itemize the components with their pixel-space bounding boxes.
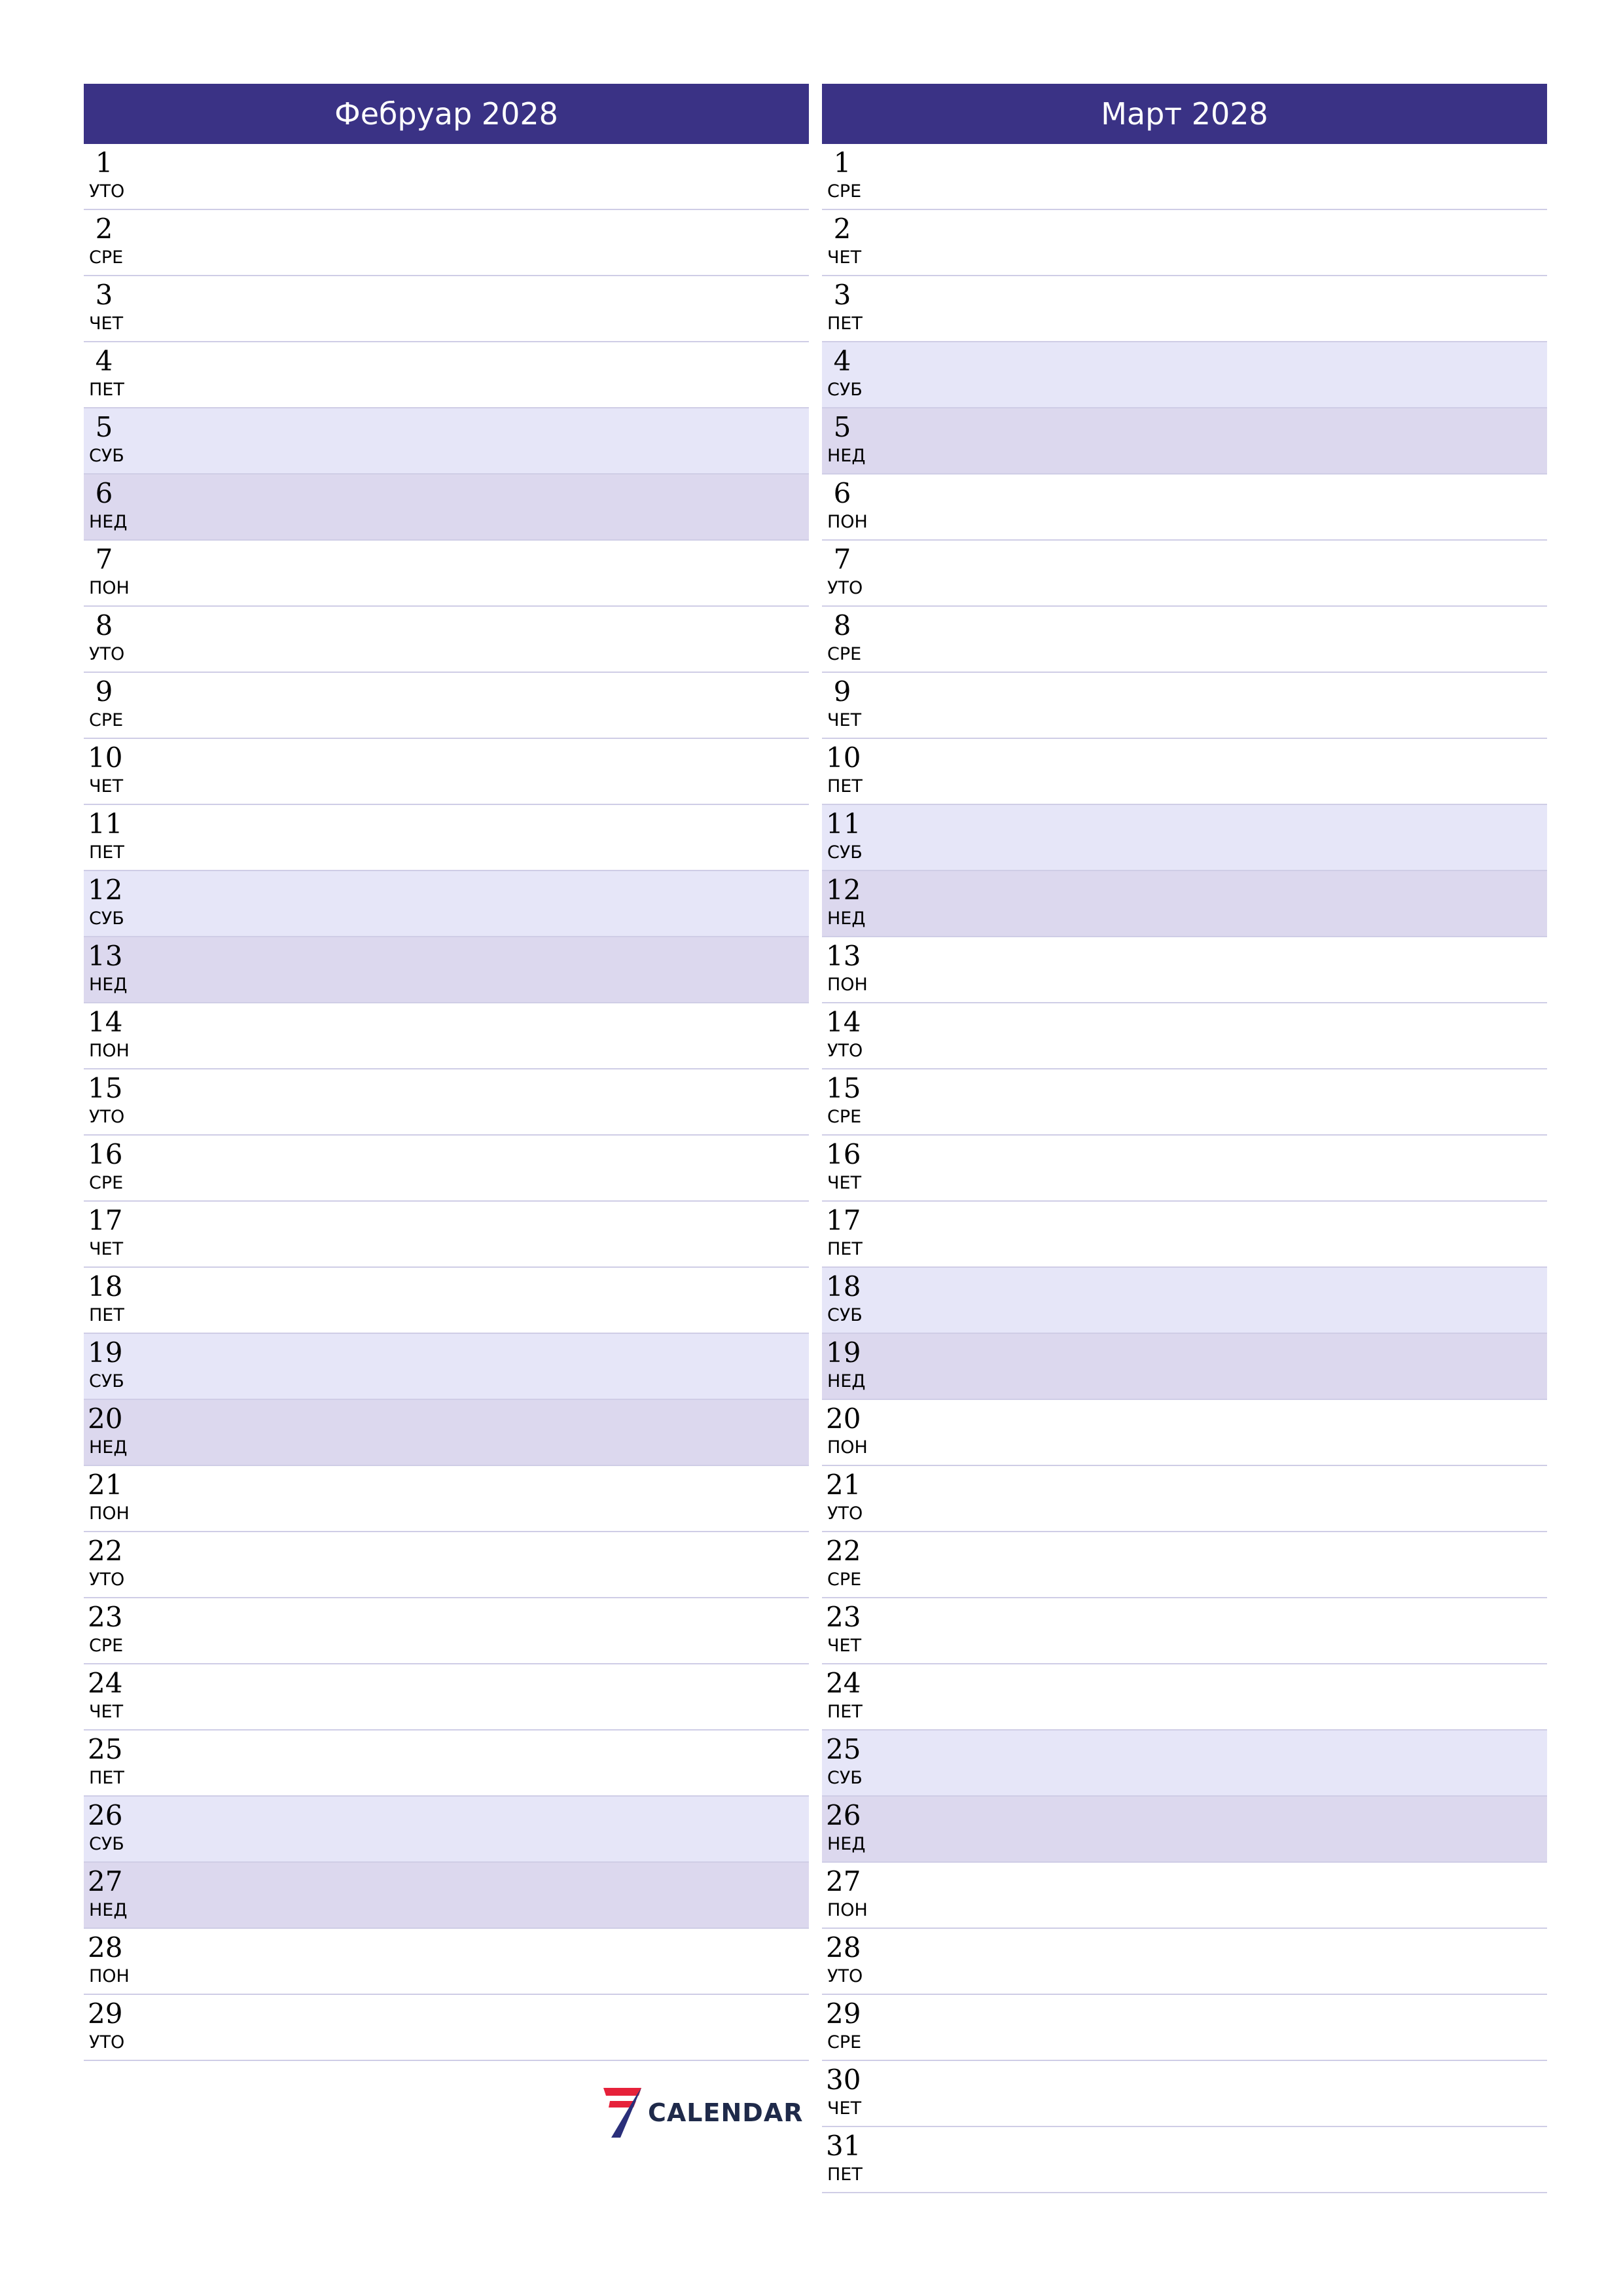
day-number: 8 xyxy=(95,609,113,641)
day-name: НЕД xyxy=(89,975,128,995)
day-number: 20 xyxy=(88,1403,123,1435)
day-number: 22 xyxy=(88,1535,123,1567)
day-row[interactable] xyxy=(84,342,809,408)
day-name: НЕД xyxy=(89,512,128,532)
month-march xyxy=(822,84,1547,2193)
day-number: 21 xyxy=(826,1469,861,1501)
day-name: ПОН xyxy=(827,975,868,995)
day-name: ПОН xyxy=(827,512,868,532)
day-row[interactable] xyxy=(822,1136,1547,1202)
day-row[interactable] xyxy=(84,541,809,607)
day-row[interactable] xyxy=(84,1466,809,1532)
day-name: СРЕ xyxy=(827,181,862,202)
day-row[interactable] xyxy=(84,408,809,475)
day-number: 16 xyxy=(826,1138,861,1170)
day-name: НЕД xyxy=(827,446,866,466)
day-row[interactable] xyxy=(84,1136,809,1202)
day-name: УТО xyxy=(89,2032,125,2053)
day-row[interactable] xyxy=(84,871,809,937)
day-row[interactable] xyxy=(84,673,809,739)
day-row[interactable] xyxy=(822,1268,1547,1334)
day-number: 9 xyxy=(95,675,113,708)
day-number: 2 xyxy=(833,213,851,245)
day-number: 20 xyxy=(826,1403,861,1435)
day-row[interactable] xyxy=(822,1202,1547,1268)
day-row[interactable] xyxy=(822,1334,1547,1400)
day-name: СРЕ xyxy=(89,1173,124,1193)
day-row[interactable] xyxy=(84,210,809,276)
day-row[interactable] xyxy=(84,805,809,871)
day-row[interactable] xyxy=(822,1664,1547,1731)
day-number: 24 xyxy=(826,1667,861,1699)
day-row[interactable] xyxy=(822,1598,1547,1664)
day-row[interactable] xyxy=(822,1929,1547,1995)
day-name: ПЕТ xyxy=(89,842,124,863)
day-number: 12 xyxy=(88,874,123,906)
day-number: 31 xyxy=(826,2130,861,2162)
day-number: 25 xyxy=(88,1733,123,1765)
day-row[interactable] xyxy=(84,1532,809,1598)
day-number: 12 xyxy=(826,874,861,906)
day-name: СРЕ xyxy=(89,247,124,268)
month-title: Фебруар 2028 xyxy=(84,84,809,144)
day-number: 14 xyxy=(88,1006,123,1038)
day-number: 13 xyxy=(88,940,123,972)
day-row[interactable] xyxy=(84,1731,809,1797)
day-row[interactable] xyxy=(822,739,1547,805)
day-row[interactable] xyxy=(822,342,1547,408)
day-row[interactable] xyxy=(822,607,1547,673)
day-row[interactable] xyxy=(822,1069,1547,1136)
day-name: СУБ xyxy=(89,1371,124,1391)
day-row[interactable] xyxy=(84,1334,809,1400)
day-name: СУБ xyxy=(89,908,124,929)
day-name: ПЕТ xyxy=(827,314,863,334)
day-name: СУБ xyxy=(89,446,124,466)
day-row[interactable] xyxy=(822,2127,1547,2193)
day-number: 1 xyxy=(95,147,113,179)
day-row[interactable] xyxy=(84,1598,809,1664)
day-name: УТО xyxy=(827,1503,863,1524)
day-name: ЧЕТ xyxy=(827,2098,862,2119)
day-number: 24 xyxy=(88,1667,123,1699)
day-row[interactable] xyxy=(84,1202,809,1268)
day-name: ЧЕТ xyxy=(89,314,124,334)
day-number: 7 xyxy=(95,543,113,575)
day-number: 5 xyxy=(833,411,851,443)
day-row[interactable] xyxy=(822,1466,1547,1532)
day-name: ПЕТ xyxy=(827,776,863,797)
day-number: 9 xyxy=(833,675,851,708)
day-number: 10 xyxy=(88,742,123,774)
day-row[interactable] xyxy=(822,1797,1547,1863)
day-number: 7 xyxy=(833,543,851,575)
seven-logo-icon xyxy=(601,2087,643,2139)
day-row[interactable] xyxy=(84,607,809,673)
day-row[interactable] xyxy=(84,1995,809,2061)
day-name: УТО xyxy=(89,1107,125,1127)
day-number: 3 xyxy=(95,279,113,311)
day-row[interactable] xyxy=(84,276,809,342)
day-name: ПЕТ xyxy=(827,1702,863,1722)
day-name: НЕД xyxy=(89,1437,128,1458)
day-row[interactable] xyxy=(84,1400,809,1466)
day-number: 23 xyxy=(88,1601,123,1633)
day-number: 8 xyxy=(833,609,851,641)
day-name: СРЕ xyxy=(827,1570,862,1590)
day-number: 5 xyxy=(95,411,113,443)
day-row[interactable] xyxy=(822,805,1547,871)
day-name: НЕД xyxy=(827,1371,866,1391)
day-name: ПОН xyxy=(89,1503,130,1524)
day-name: ПОН xyxy=(89,578,130,598)
day-number: 14 xyxy=(826,1006,861,1038)
day-row[interactable] xyxy=(822,408,1547,475)
day-number: 4 xyxy=(95,345,113,377)
day-row[interactable] xyxy=(84,937,809,1003)
day-name: УТО xyxy=(827,1041,863,1061)
day-number: 22 xyxy=(826,1535,861,1567)
day-name: ПЕТ xyxy=(89,1768,124,1788)
day-name: СУБ xyxy=(827,1768,863,1788)
day-number: 27 xyxy=(826,1865,861,1897)
day-name: СРЕ xyxy=(89,1636,124,1656)
day-row[interactable] xyxy=(822,937,1547,1003)
day-row[interactable] xyxy=(84,1268,809,1334)
day-row[interactable] xyxy=(84,1069,809,1136)
day-name: ПОН xyxy=(89,1041,130,1061)
day-row[interactable] xyxy=(84,144,809,210)
day-number: 25 xyxy=(826,1733,861,1765)
day-number: 15 xyxy=(826,1072,861,1104)
day-list xyxy=(822,144,1547,2193)
day-number: 26 xyxy=(88,1799,123,1831)
day-name: ПОН xyxy=(827,1437,868,1458)
month-title: Март 2028 xyxy=(822,84,1547,144)
day-name: СУБ xyxy=(827,842,863,863)
day-name: ЧЕТ xyxy=(89,776,124,797)
day-row[interactable] xyxy=(822,210,1547,276)
day-list xyxy=(84,144,809,2061)
day-number: 13 xyxy=(826,940,861,972)
day-row[interactable] xyxy=(822,1003,1547,1069)
day-number: 16 xyxy=(88,1138,123,1170)
day-number: 4 xyxy=(833,345,851,377)
day-number: 6 xyxy=(95,477,113,509)
day-row[interactable] xyxy=(822,871,1547,937)
day-name: СРЕ xyxy=(827,1107,862,1127)
day-number: 18 xyxy=(826,1270,861,1302)
day-name: ПЕТ xyxy=(89,380,124,400)
day-row[interactable] xyxy=(822,276,1547,342)
day-name: СРЕ xyxy=(827,644,862,664)
logo-text: CALENDAR xyxy=(648,2098,804,2127)
month-february xyxy=(84,84,809,2061)
calendar-logo[interactable] xyxy=(601,2087,803,2139)
day-row[interactable] xyxy=(84,1003,809,1069)
day-name: ЧЕТ xyxy=(827,247,862,268)
day-number: 30 xyxy=(826,2064,861,2096)
day-number: 6 xyxy=(833,477,851,509)
day-name: НЕД xyxy=(89,1900,128,1920)
day-name: НЕД xyxy=(827,1834,866,1854)
day-number: 29 xyxy=(826,1998,861,2030)
day-number: 27 xyxy=(88,1865,123,1897)
day-row[interactable] xyxy=(822,475,1547,541)
day-number: 1 xyxy=(833,147,851,179)
day-row[interactable] xyxy=(84,1664,809,1731)
day-name: СУБ xyxy=(89,1834,124,1854)
day-row[interactable] xyxy=(822,144,1547,210)
day-number: 2 xyxy=(95,213,113,245)
day-name: ПОН xyxy=(89,1966,130,1986)
day-number: 23 xyxy=(826,1601,861,1633)
day-name: СРЕ xyxy=(827,2032,862,2053)
day-name: СРЕ xyxy=(89,710,124,730)
day-row[interactable] xyxy=(822,1995,1547,2061)
day-name: СУБ xyxy=(827,380,863,400)
day-number: 28 xyxy=(826,1931,861,1964)
day-row[interactable] xyxy=(822,1863,1547,1929)
day-number: 19 xyxy=(826,1336,861,1369)
day-row[interactable] xyxy=(84,739,809,805)
day-number: 3 xyxy=(833,279,851,311)
day-name: ЧЕТ xyxy=(827,1173,862,1193)
day-name: НЕД xyxy=(827,908,866,929)
day-name: ЧЕТ xyxy=(89,1702,124,1722)
day-name: УТО xyxy=(827,578,863,598)
day-row[interactable] xyxy=(822,541,1547,607)
day-name: ЧЕТ xyxy=(827,710,862,730)
day-row[interactable] xyxy=(84,1929,809,1995)
day-number: 28 xyxy=(88,1931,123,1964)
day-row[interactable] xyxy=(822,1731,1547,1797)
day-number: 29 xyxy=(88,1998,123,2030)
day-name: ПЕТ xyxy=(89,1305,124,1325)
day-row[interactable] xyxy=(84,1797,809,1863)
day-name: УТО xyxy=(89,1570,125,1590)
day-number: 10 xyxy=(826,742,861,774)
day-number: 21 xyxy=(88,1469,123,1501)
day-number: 15 xyxy=(88,1072,123,1104)
day-row[interactable] xyxy=(822,2061,1547,2127)
day-name: ЧЕТ xyxy=(89,1239,124,1259)
day-row[interactable] xyxy=(822,1532,1547,1598)
day-number: 17 xyxy=(88,1204,123,1236)
day-number: 11 xyxy=(88,808,123,840)
day-row[interactable] xyxy=(822,1400,1547,1466)
day-row[interactable] xyxy=(84,475,809,541)
day-name: ПЕТ xyxy=(827,2164,863,2185)
day-number: 17 xyxy=(826,1204,861,1236)
day-name: УТО xyxy=(89,644,125,664)
day-name: СУБ xyxy=(827,1305,863,1325)
day-name: УТО xyxy=(89,181,125,202)
day-number: 19 xyxy=(88,1336,123,1369)
day-number: 11 xyxy=(826,808,861,840)
day-name: ЧЕТ xyxy=(827,1636,862,1656)
day-row[interactable] xyxy=(822,673,1547,739)
day-row[interactable] xyxy=(84,1863,809,1929)
day-number: 26 xyxy=(826,1799,861,1831)
day-number: 18 xyxy=(88,1270,123,1302)
day-name: ПОН xyxy=(827,1900,868,1920)
day-name: ПЕТ xyxy=(827,1239,863,1259)
day-name: УТО xyxy=(827,1966,863,1986)
